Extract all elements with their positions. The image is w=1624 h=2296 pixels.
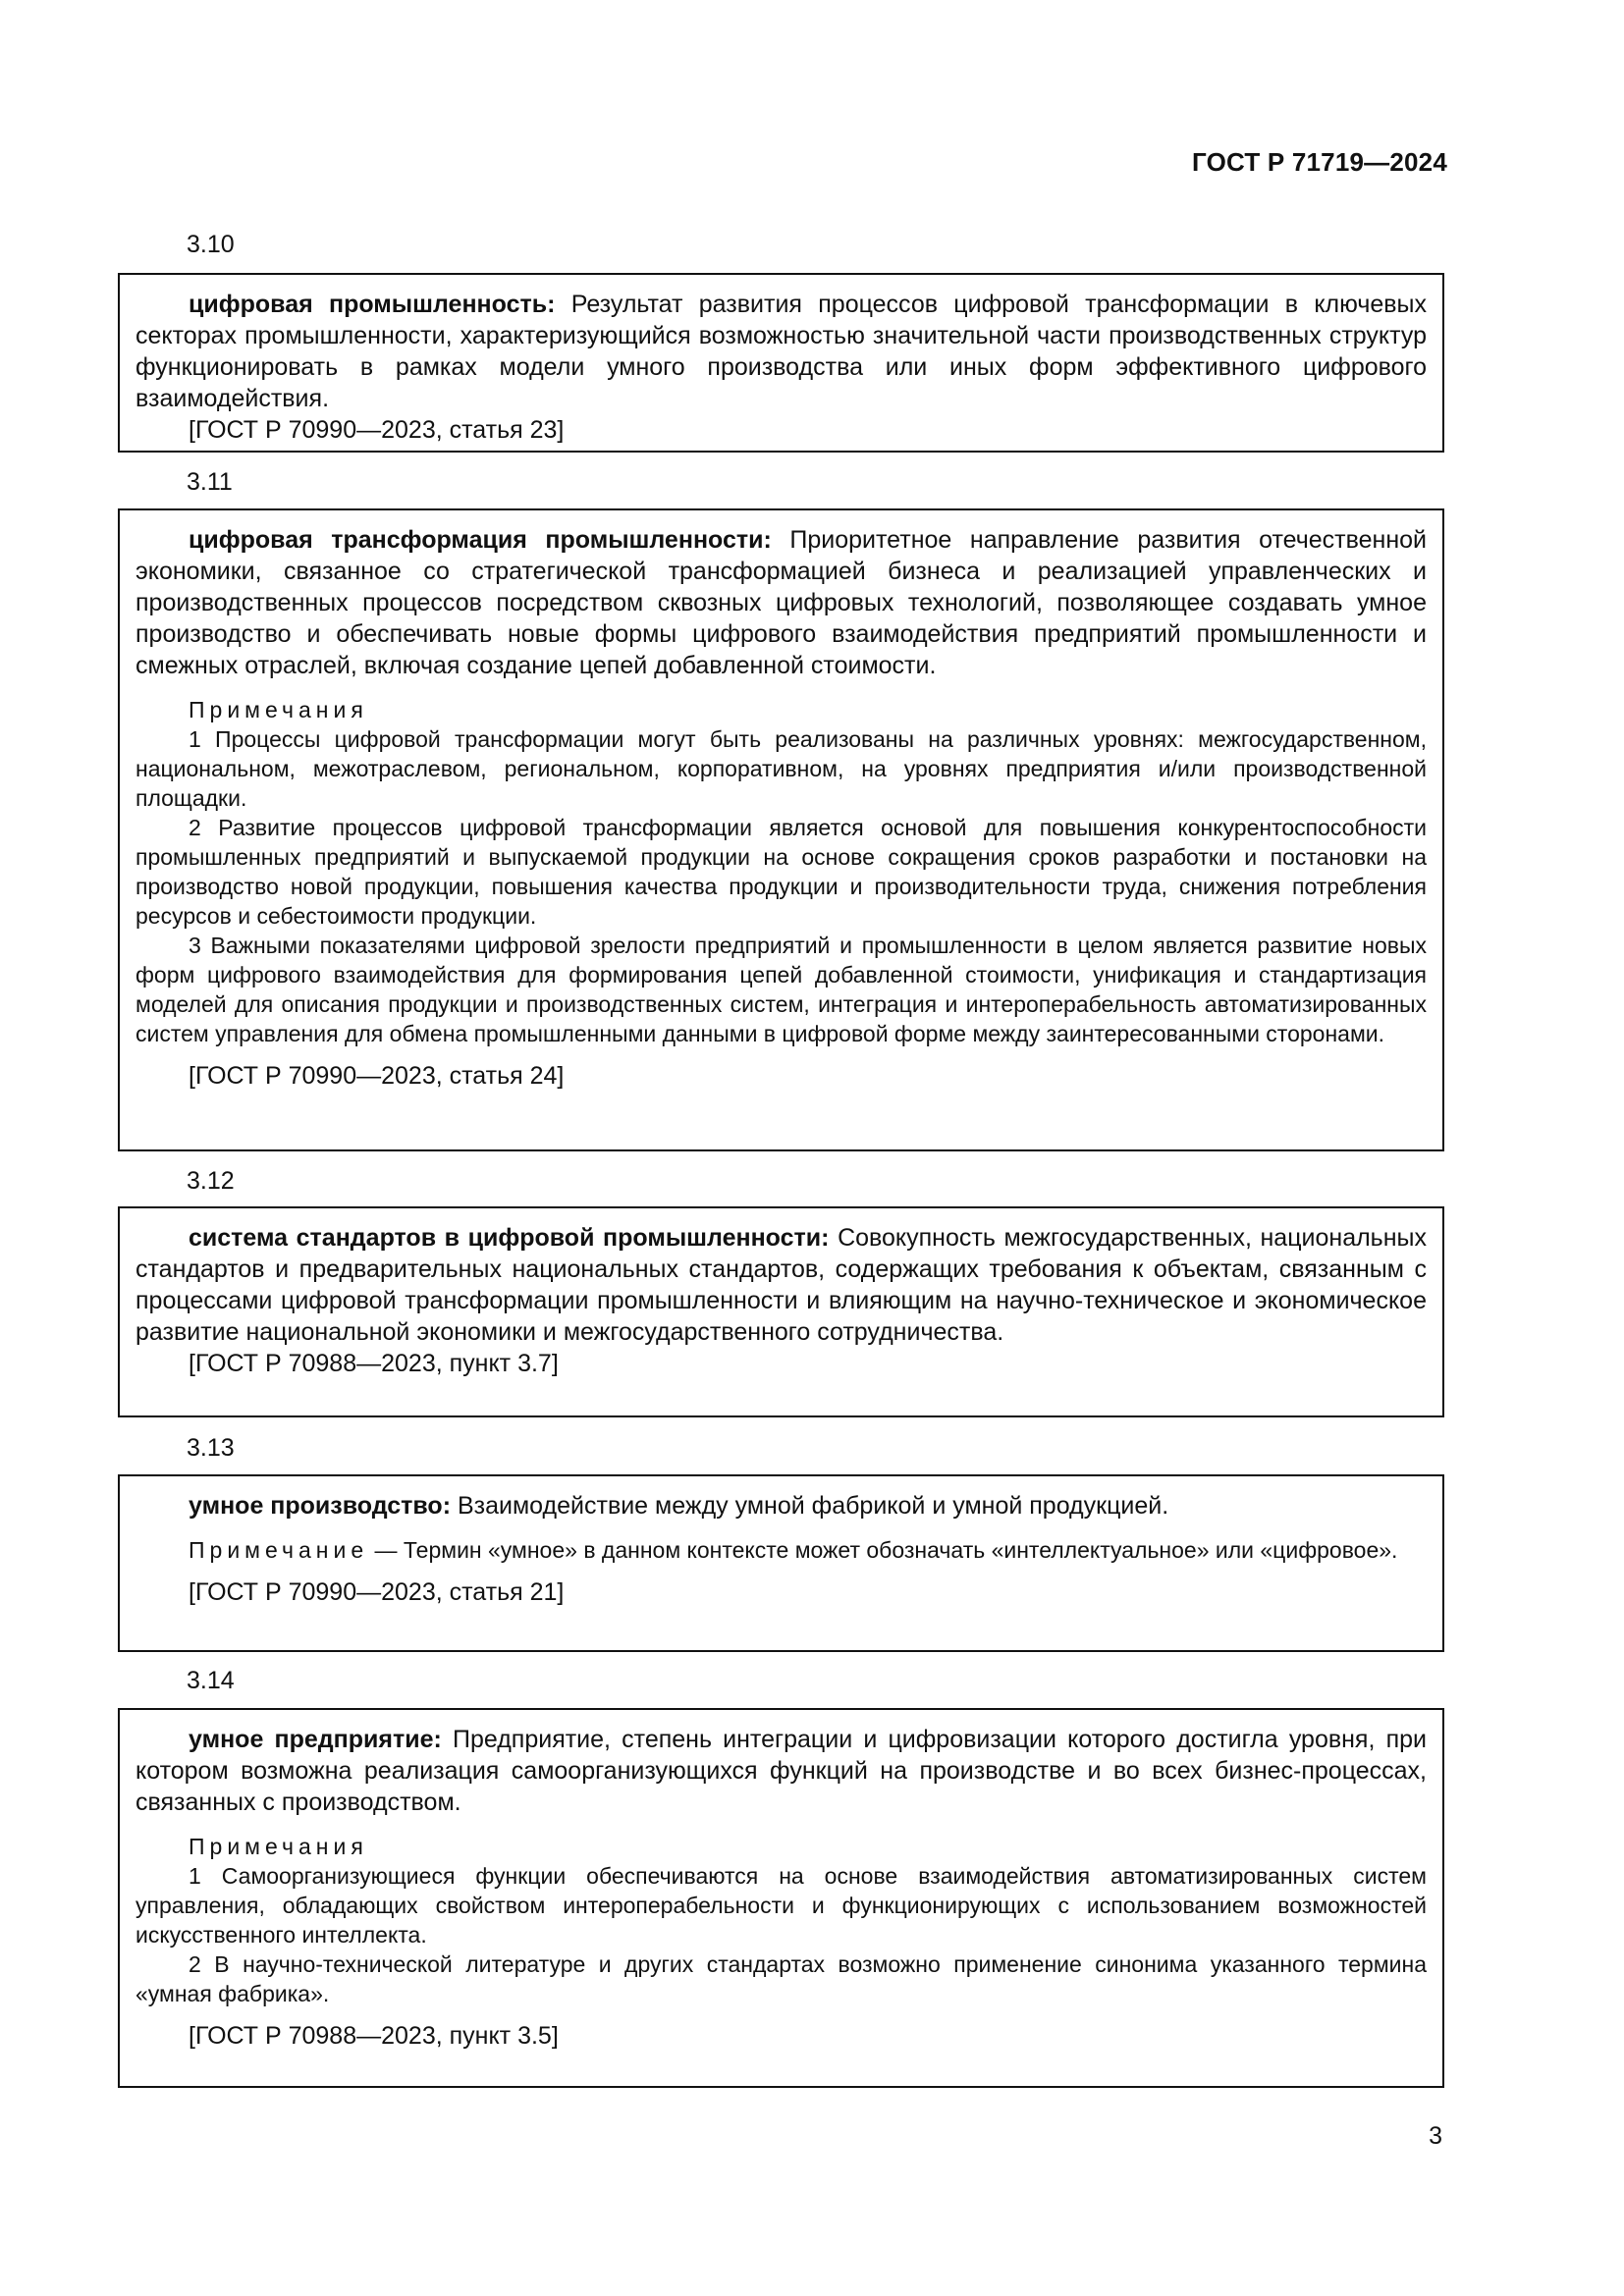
definition-text: Приоритетное направление развития отечественной экономики, связанное со стратегической трансформацией бизнеса и реализацией управленческих и производственных процессов посредством сквозных цифровых технологий, позволяющее создавать умное производство и обеспечивать новые формы цифрового взаимодействия предприятий промышленности и смежных отраслей, включая создание цепей добавленной стоимости. — [135, 526, 1427, 679]
source-reference: [ГОСТ Р 70990—2023, статья 23] — [189, 416, 565, 444]
definition-paragraph — [135, 1222, 1427, 1348]
entry-number: 3.11 — [187, 468, 233, 496]
term-entry-box — [118, 1474, 1444, 1652]
source-reference: [ГОСТ Р 70990—2023, статья 24] — [189, 1062, 565, 1090]
term-label: умное производство: — [189, 1492, 452, 1520]
entry-number: 3.14 — [187, 1667, 235, 1694]
note-label: Примечание — [189, 1537, 369, 1563]
source-reference: [ГОСТ Р 70988—2023, пункт 3.7] — [189, 1350, 559, 1377]
definition-text: Результат развития процессов цифровой трансформации в ключевых секторах промышленности, характеризующийся возможностью значительной части производственных структур функционировать в рамках модели умного производства или иных форм эффективного цифрового взаимодействия. — [135, 291, 1428, 412]
term-label: цифровая трансформация промышленности: — [189, 526, 772, 554]
term-entry-box — [118, 508, 1444, 1151]
entry-number: 3.13 — [187, 1434, 235, 1462]
note-item — [135, 1535, 1427, 1565]
notes-block — [135, 695, 1427, 1048]
notes-block — [135, 1832, 1427, 2008]
definition-paragraph — [135, 289, 1427, 414]
definition-text: Совокупность межгосударственных, национальных стандартов и предварительных национальных стандартов, содержащих требования к объектам, связанным с процессами цифровой трансформации промышленности и влияющим на научно-техническое и экономическое развитие национальной экономики и межгосударственного сотрудничества. — [135, 1224, 1427, 1346]
note-item: 3 Важными показателями цифровой зрелости предприятий и промышленности в целом является развитие новых форм цифрового взаимодействия для формирования цепей добавленной стоимости, унификация и стандартизация моделей для описания продукции и производственных систем, интеграция и интероперабельность автоматизированных систем управления для обмена промышленными данными в цифровой форме между заинтересованными сторонами. — [135, 933, 1427, 1046]
note-item: 1 Процессы цифровой трансформации могут быть реализованы на различных уровнях: межгосударственном, национальном, межотраслевом, региональном, корпоративном, на уровнях предприятия и/или производственной площадки. — [135, 726, 1427, 811]
term-entry-box — [118, 1206, 1444, 1417]
standard-id-header: ГОСТ Р 71719—2024 — [1192, 147, 1447, 177]
entry-number: 3.12 — [187, 1167, 235, 1195]
term-entry-box — [118, 273, 1444, 453]
term-entry-box — [118, 1708, 1444, 2088]
term-label: цифровая промышленность: — [189, 291, 556, 318]
term-label: система стандартов в цифровой промышленности: — [189, 1224, 830, 1252]
notes-heading: Примечания — [189, 697, 368, 722]
note-item: 1 Самоорганизующиеся функции обеспечиваются на основе взаимодействия автоматизированных систем управления, обладающих свойством интероперабельности и функционирующих с использованием возможностей искусственного интеллекта. — [135, 1863, 1427, 1948]
definition-paragraph — [135, 1724, 1427, 1818]
note-item: 2 В научно-технической литературе и других стандартах возможно применение синонима указанного термина «умная фабрика». — [135, 1951, 1427, 2006]
source-reference: [ГОСТ Р 70988—2023, пункт 3.5] — [189, 2022, 559, 2050]
term-label: умное предприятие: — [189, 1726, 442, 1753]
note-text: — Термин «умное» в данном контексте может обозначать «интеллектуальное» или «цифровое». — [368, 1537, 1398, 1563]
definition-text: Предприятие, степень интеграции и цифровизации которого достигла уровня, при котором возможна реализация самоорганизующихся функций на производстве и во всех бизнес-процессах, связанных с производством. — [135, 1726, 1427, 1816]
entry-number: 3.10 — [187, 231, 235, 258]
definition-text: Взаимодействие между умной фабрикой и умной продукцией. — [457, 1492, 1169, 1520]
definition-paragraph — [135, 524, 1427, 681]
source-reference: [ГОСТ Р 70990—2023, статья 21] — [189, 1578, 565, 1606]
notes-block — [135, 1535, 1427, 1565]
page-number: 3 — [1429, 2122, 1442, 2150]
notes-heading: Примечания — [189, 1834, 368, 1859]
note-item: 2 Развитие процессов цифровой трансформации является основой для повышения конкурентоспособности промышленных предприятий и выпускаемой продукции на основе сокращения сроков разработки и постановки на производство новой продукции, повышения качества продукции и производительности труда, снижения потребления ресурсов и себестоимости продукции. — [135, 815, 1427, 929]
definition-paragraph — [135, 1490, 1427, 1522]
